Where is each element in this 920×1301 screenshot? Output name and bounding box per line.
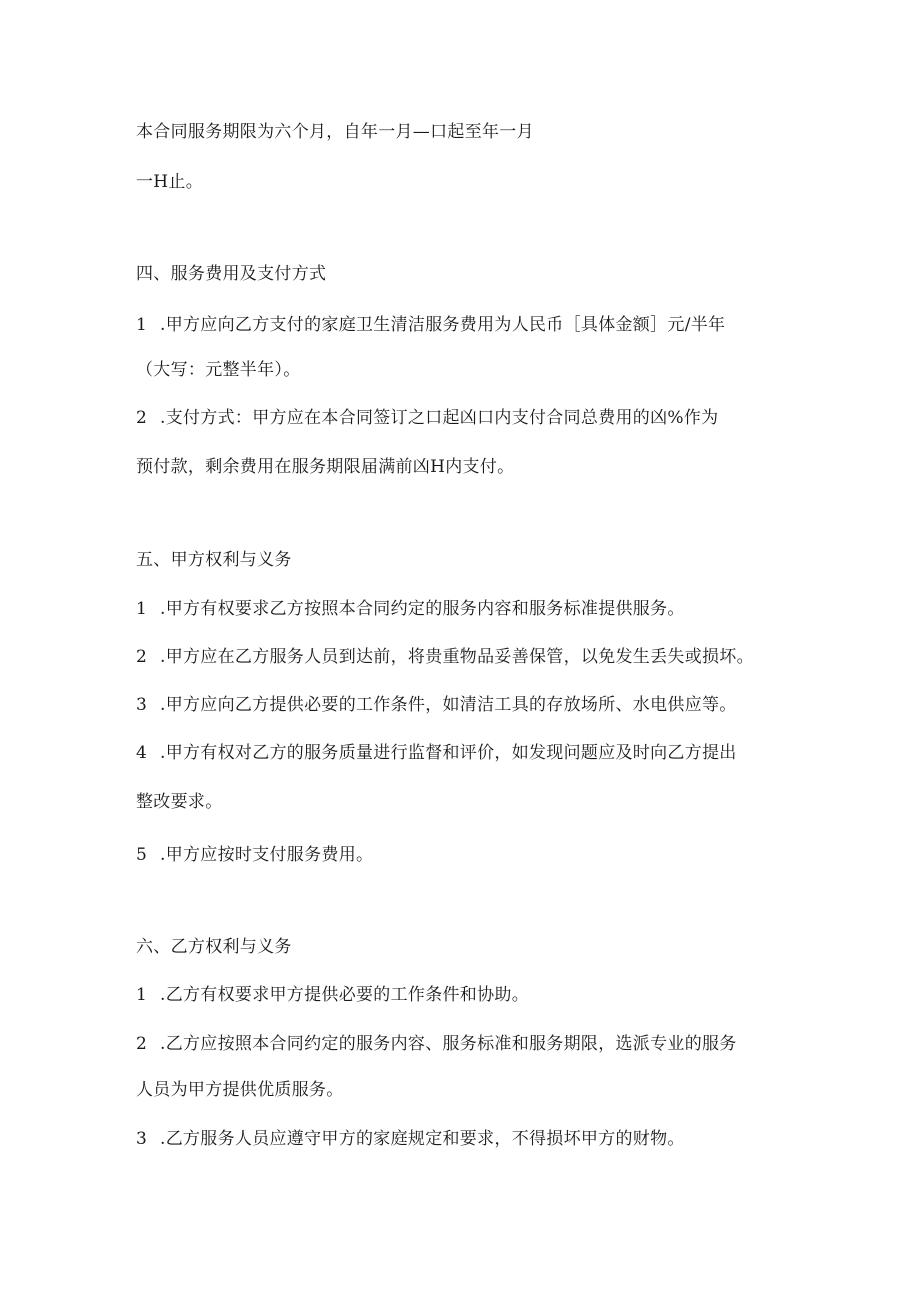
item-number: 3	[136, 1129, 148, 1149]
section5-heading: 五、甲方权利与义务	[136, 550, 292, 570]
item-text: .甲方应按时支付服务费用。	[160, 845, 374, 865]
item-number: 3	[136, 695, 148, 715]
item-number: 1	[136, 315, 148, 335]
section4-item-1	[136, 313, 725, 337]
section5-item-3	[136, 693, 737, 717]
item-text: .乙方服务人员应遵守甲方的家庭规定和要求，不得损坏甲方的财物。	[160, 1129, 685, 1149]
item-text: .甲方有权要求乙方按照本合同约定的服务内容和服务标准提供服务。	[160, 599, 685, 619]
item-number: 1	[136, 985, 148, 1005]
section6-item-2-cont: 人员为甲方提供优质服务。	[136, 1080, 344, 1100]
item-text: .乙方有权要求甲方提供必要的工作条件和协助。	[160, 985, 530, 1005]
item-text: .支付方式：甲方应在本合同签订之口起凶口内支付合同总费用的凶%作为	[160, 408, 719, 428]
section5-item-5	[136, 843, 373, 867]
section5-item-4-cont: 整改要求。	[136, 792, 223, 812]
item-text: .乙方应按照本合同约定的服务内容、服务标准和服务期限，选派专业的服务	[160, 1034, 737, 1054]
item-text: .甲方有权对乙方的服务质量进行监督和评价，如发现问题应及时向乙方提出	[160, 743, 737, 763]
section5-item-4	[136, 741, 737, 765]
item-number: 1	[136, 599, 148, 619]
item-number: 2	[136, 647, 148, 667]
item-text: .甲方应在乙方服务人员到达前，将贵重物品妥善保管，以免发生丢失或损坏。	[160, 647, 754, 667]
item-text: .甲方应向乙方支付的家庭卫生清洁服务费用为人民币［具体金额］元/半年	[160, 315, 726, 335]
section4-heading: 四、服务费用及支付方式	[136, 264, 327, 284]
section4-item-2	[136, 406, 718, 430]
item-number: 2	[136, 408, 148, 428]
section4-item-1-cont: （大写：元整半年）。	[136, 360, 301, 380]
item-number: 2	[136, 1034, 148, 1054]
section4-item-2-cont: 预付款，剩余费用在服务期限届满前凶H内支付。	[136, 457, 515, 477]
item-text: .甲方应向乙方提供必要的工作条件，如清洁工具的存放场所、水电供应等。	[160, 695, 737, 715]
item-number: 5	[136, 845, 148, 865]
section6-item-3	[136, 1127, 685, 1151]
section6-item-1	[136, 983, 529, 1007]
section5-item-1	[136, 597, 685, 621]
section5-item-2	[136, 645, 754, 669]
section6-heading: 六、乙方权利与义务	[136, 937, 292, 957]
section6-item-2	[136, 1032, 737, 1056]
item-number: 4	[136, 743, 148, 763]
term-line-2: 一H止。	[136, 172, 204, 192]
term-line-1: 本合同服务期限为六个月，自年一月—口起至年一月	[136, 122, 534, 142]
